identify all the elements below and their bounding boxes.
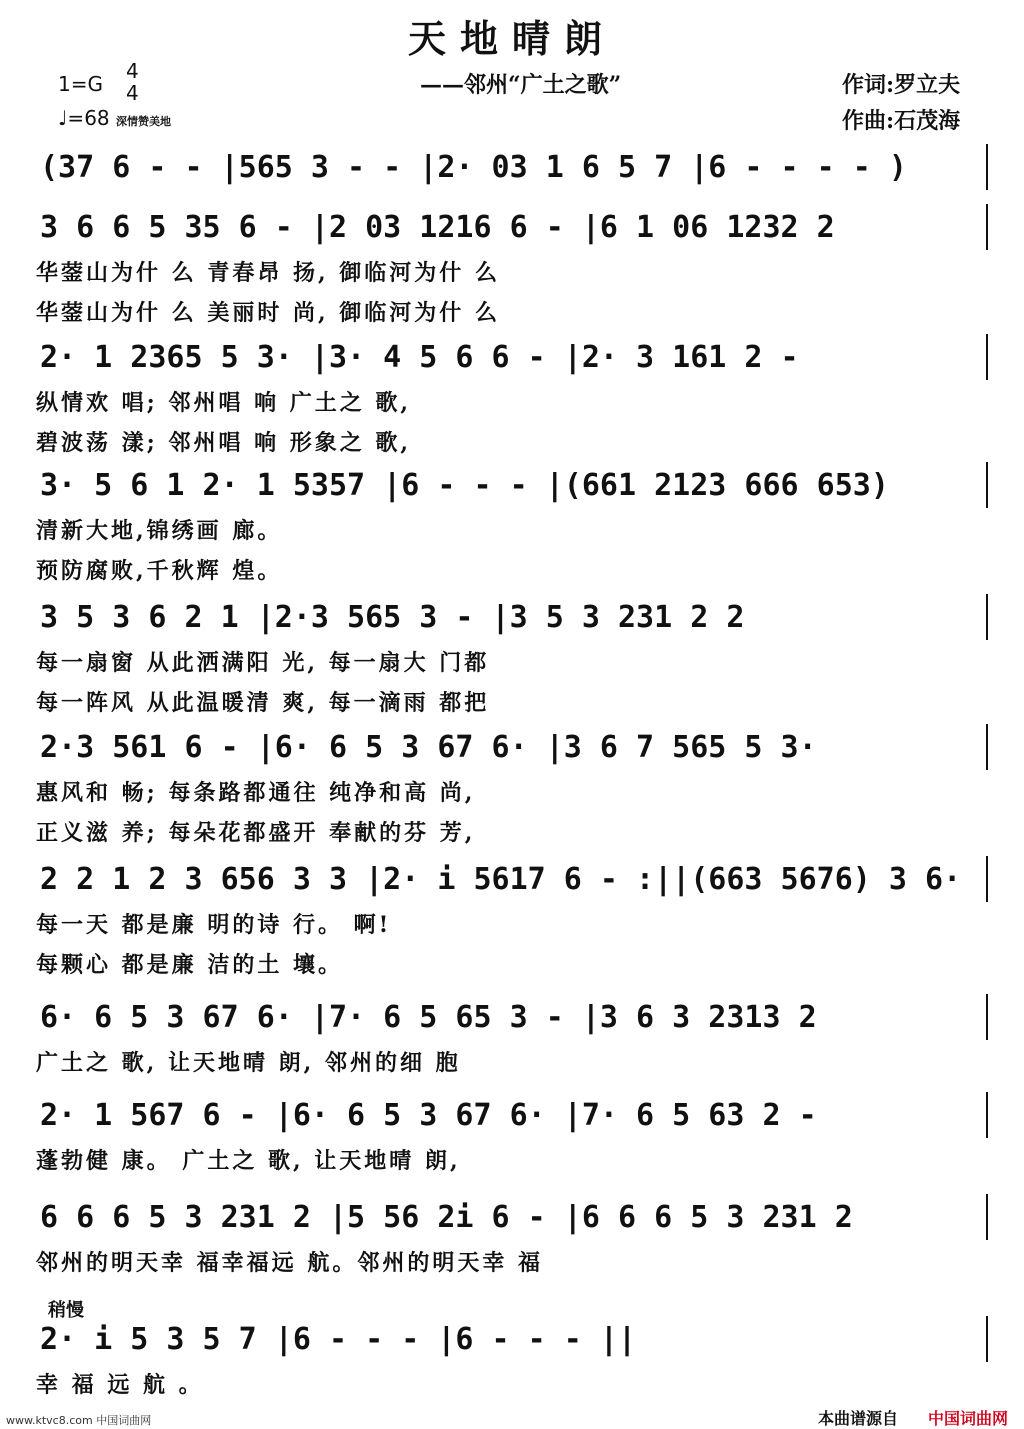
notation-line-10: 6 6 6 5 3 231 2 |5 56 2i 6 - |6 6 6 5 3 231 2: [40, 1200, 853, 1235]
lyric-line-4-1: 清新大地,锦绣画 廊。: [36, 518, 283, 544]
lyric-line-6-1: 惠风和 畅; 每条路都通往 纯净和高 尚,: [36, 780, 476, 806]
song-title: 天地晴朗: [407, 16, 616, 61]
key-signature: 1=G: [58, 72, 103, 96]
notation-line-11: 2· i 5 3 5 7 |6 - - - |6 - - - ||: [40, 1322, 637, 1357]
system-barline: [986, 204, 988, 250]
lyric-line-5-2: 每一阵风 从此温暖清 爽, 每一滴雨 都把: [36, 690, 490, 716]
system-barline: [986, 724, 988, 770]
system-barline: [986, 334, 988, 380]
system-barline: [986, 1316, 988, 1362]
lyric-line-2-2: 华蓥山为什 么 美丽时 尚, 御临河为什 么: [36, 300, 500, 326]
system-barline: [986, 994, 988, 1040]
tempo-change-mark: 稍慢: [48, 1300, 84, 1321]
lyric-line-6-2: 正义滋 养; 每朵花都盛开 奉献的芬 芳,: [36, 820, 476, 846]
time-signature: [126, 60, 139, 104]
tempo-value: ♩=68: [58, 106, 110, 130]
lyricist-credit: 作词:罗立夫: [842, 72, 961, 98]
notation-line-5: 3 5 3 6 2 1 |2·3 565 3 - |3 5 3 231 2 2: [40, 600, 745, 635]
system-barline: [986, 144, 988, 190]
lyric-line-7-2: 每颗心 都是廉 洁的土 壤。: [36, 952, 343, 978]
system-barline: [986, 1092, 988, 1138]
lyric-line-8-1: 广土之 歌, 让天地晴 朗, 邻州的细 胞: [36, 1050, 461, 1076]
subtitle: ——邻州“广土之歌”: [420, 72, 622, 98]
notation-line-3: 2· 1 2365 5 3· |3· 4 5 6 6 - |2· 3 161 2 -: [40, 340, 799, 375]
lyric-line-2-1: 华蓥山为什 么 青春昂 扬, 御临河为什 么: [36, 260, 500, 286]
footer-source-name: 中国词曲网: [928, 1409, 1009, 1428]
lyric-line-7-1: 每一天 都是廉 明的诗 行。 啊!: [36, 912, 392, 938]
lyric-line-3-1: 纵情欢 唱; 邻州唱 响 广土之 歌,: [36, 390, 412, 416]
notation-line-7: 2 2 1 2 3 656 3 3 |2· i 5617 6 - :||(663 5676) 3 6·: [40, 862, 962, 897]
notation-line-4: 3· 5 6 1 2· 1 5357 |6 - - - |(661 2123 666 653): [40, 468, 889, 503]
lyric-line-9-1: 蓬勃健 康。 广土之 歌, 让天地晴 朗,: [36, 1148, 461, 1174]
lyric-line-11-1: 幸 福 远 航 。: [36, 1372, 204, 1398]
footer-source-label: 本曲谱源自: [818, 1409, 899, 1428]
system-barline: [986, 462, 988, 508]
notation-line-9: 2· 1 567 6 - |6· 6 5 3 67 6· |7· 6 5 63 2 -: [40, 1098, 817, 1133]
system-barline: [986, 1194, 988, 1240]
notation-line-1: (37 6 - - |565 3 - - |2· 03 1 6 5 7 |6 - - - - ): [40, 150, 907, 185]
tempo: [58, 106, 171, 130]
lyric-line-5-1: 每一扇窗 从此洒满阳 光, 每一扇大 门都: [36, 650, 490, 676]
footer-website: www.ktvc8.com 中国词曲网: [6, 1414, 152, 1427]
system-barline: [986, 594, 988, 640]
time-signature-bottom: 4: [126, 81, 139, 105]
lyric-line-10-1: 邻州的明天幸 福幸福远 航。邻州的明天幸 福: [36, 1250, 543, 1276]
system-barline: [986, 856, 988, 902]
lyric-line-4-2: 预防腐败,千秋辉 煌。: [36, 558, 283, 584]
notation-line-8: 6· 6 5 3 67 6· |7· 6 5 65 3 - |3 6 3 2313 2: [40, 1000, 817, 1035]
time-signature-top: 4: [126, 59, 139, 83]
notation-line-2: 3 6 6 5 35 6 - |2 03 1216 6 - |6 1 06 1232 2: [40, 210, 835, 245]
lyric-line-3-2: 碧波荡 漾; 邻州唱 响 形象之 歌,: [36, 430, 412, 456]
notation-line-6: 2·3 561 6 - |6· 6 5 3 67 6· |3 6 7 565 5 3·: [40, 730, 817, 765]
composer-credit: 作曲:石茂海: [842, 108, 961, 134]
tempo-expression: 深情赞美地: [116, 115, 171, 128]
